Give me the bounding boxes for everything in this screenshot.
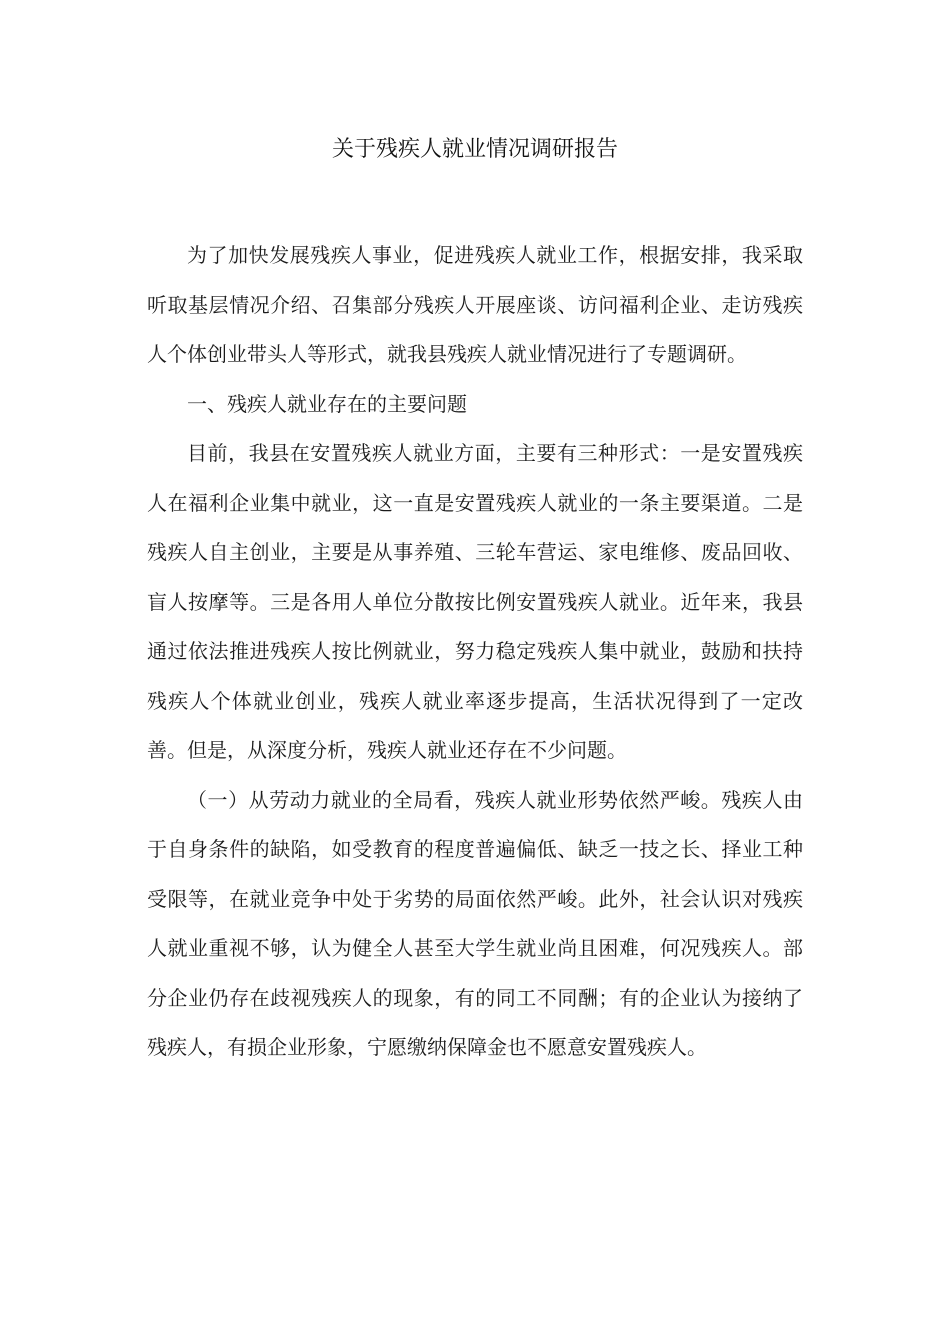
current-situation-paragraph: 目前，我县在安置残疾人就业方面，主要有三种形式：一是安置残疾人在福利企业集中就业，这一直是安置残疾人就业的一条主要渠道。二是残疾人自主创业，主要是从事养殖、三轮车营运、家电维修、废品回收、盲人按摩等。三是各用人单位分散按比例安置残疾人就业。近年来，我县通过依法推进残疾人按比例就业，努力稳定残疾人集中就业，鼓励和扶持残疾人个体就业创业，残疾人就业率逐步提高，生活状况得到了一定改善。但是，从深度分析，残疾人就业还存在不少问题。	[147, 441, 803, 762]
intro-paragraph: 为了加快发展残疾人事业，促进残疾人就业工作，根据安排，我采取听取基层情况介绍、召集部分残疾人开展座谈、访问福利企业、走访残疾人个体创业带头人等形式，就我县残疾人就业情况进行了专题调研。	[147, 243, 803, 366]
section-heading-main-problems: 一、残疾人就业存在的主要问题	[187, 391, 467, 416]
document-body	[147, 231, 803, 1073]
employment-situation-paragraph: （一）从劳动力就业的全局看，残疾人就业形势依然严峻。残疾人由于自身条件的缺陷，如受教育的程度普遍偏低、缺乏一技之长、择业工种受限等，在就业竞争中处于劣势的局面依然严峻。此外，社会认识对残疾人就业重视不够，认为健全人甚至大学生就业尚且困难，何况残疾人。部分企业仍存在歧视残疾人的现象，有的同工不同酬；有的企业认为接纳了残疾人，有损企业形象，宁愿缴纳保障金也不愿意安置残疾人。	[147, 787, 803, 1059]
document-title: 关于残疾人就业情况调研报告	[331, 137, 618, 162]
